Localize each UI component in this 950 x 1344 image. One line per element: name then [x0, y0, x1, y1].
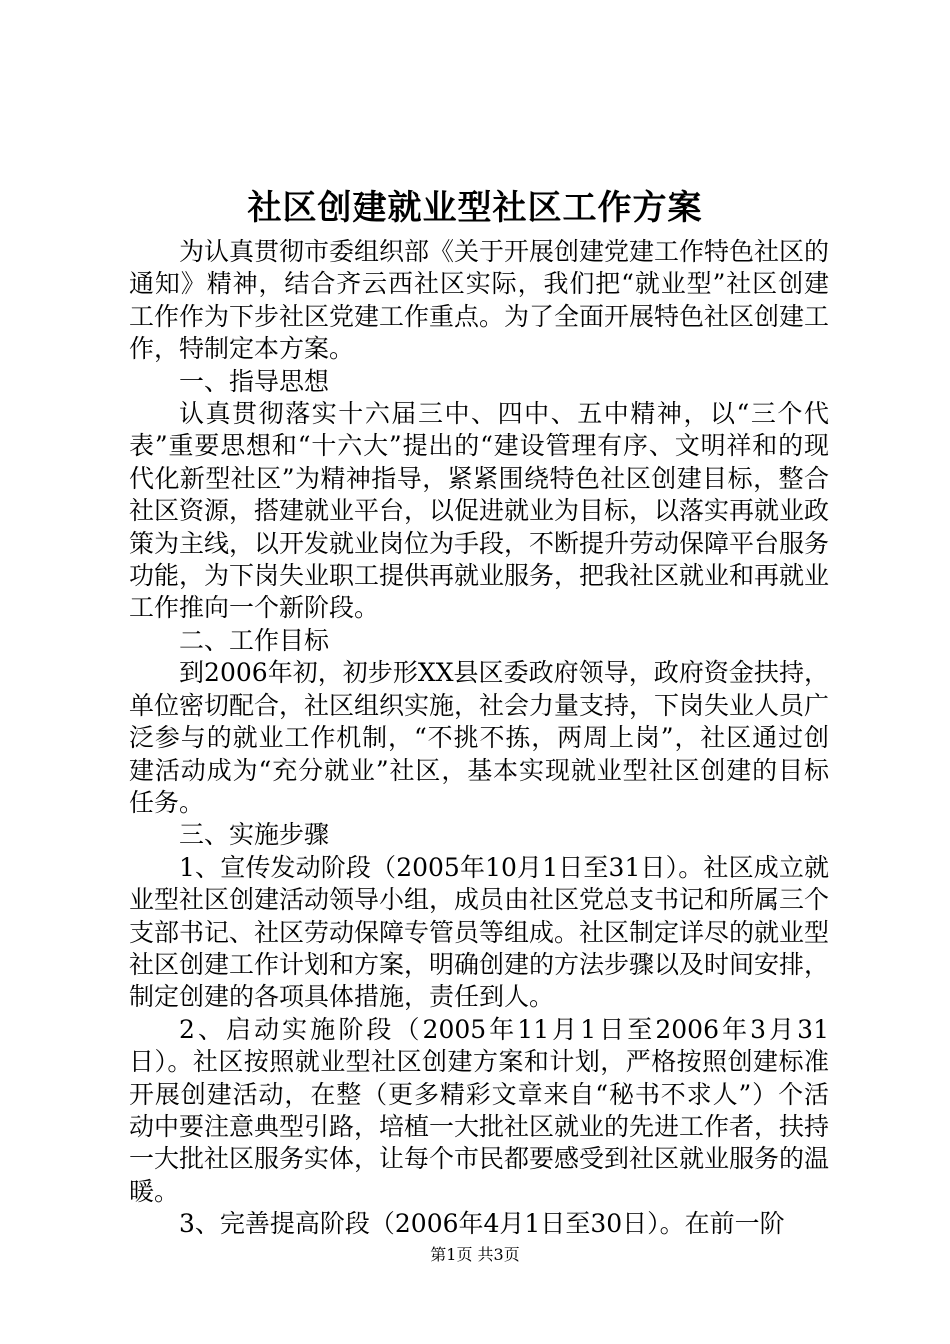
document-body: [129, 236, 829, 1241]
section-heading-guiding-ideology: 一、指导思想: [179, 366, 330, 396]
document-title: 社区创建就业型社区工作方案: [247, 188, 703, 228]
work-goals-paragraph: 到2006年初，初步形XX县区委政府领导，政府资金扶持，单位密切配合，社区组织实施，社会力量支持，下岗失业人员广泛参与的就业工作机制，“不挑不拣，两周上岗”，社区通过创建活动成为“充分就业”社区，基本实现就业型社区创建的目标任务。: [129, 658, 830, 817]
section-heading-implementation-steps: 三、实施步骤: [179, 820, 330, 850]
section-heading-work-goals: 二、工作目标: [179, 625, 330, 655]
step-2-paragraph: 2、启动实施阶段（2005年11月1日至2006年3月31日）。社区按照就业型社区创建方案和计划，严格按照创建标准开展创建活动，在整（更多精彩文章来自“秘书不求人”）个活动中要注意典型引路，培植一大批社区就业的先进工作者，扶持一大批社区服务实体，让每个市民都要感受到社区就业服务的温暖。: [129, 1014, 830, 1206]
intro-paragraph: 为认真贯彻市委组织部《关于开展创建党建工作特色社区的通知》精神，结合齐云西社区实际，我们把“就业型”社区创建工作作为下步社区党建工作重点。为了全面开展特色社区创建工作，特制定本方案。: [129, 237, 830, 364]
step-1-paragraph: 1、宣传发动阶段（2005年10月1日至31日）。社区成立就业型社区创建活动领导小组，成员由社区党总支书记和所属三个支部书记、社区劳动保障专管员等组成。社区制定详尽的就业型社区创建工作计划和方案，明确创建的方法步骤以及时间安排，制定创建的各项具体措施，责任到人。: [129, 852, 830, 1012]
step-3-paragraph: 3、完善提高阶段（2006年4月1日至30日）。在前一阶: [179, 1209, 785, 1239]
guiding-ideology-paragraph: 认真贯彻落实十六届三中、四中、五中精神，以“三个代表”重要思想和“十六大”提出的“建设管理有序、文明祥和的现代化新型社区”为精神指导，紧紧围绕特色社区创建目标，整合社区资源，搭建就业平台，以促进就业为目标，以落实再就业政策为主线，以开发就业岗位为手段，不断提升劳动保障平台服务功能，为下岗失业职工提供再就业服务，把我社区就业和再就业工作推向一个新阶段。: [129, 399, 830, 623]
page-footer: 第1页 共3页: [430, 1245, 520, 1264]
